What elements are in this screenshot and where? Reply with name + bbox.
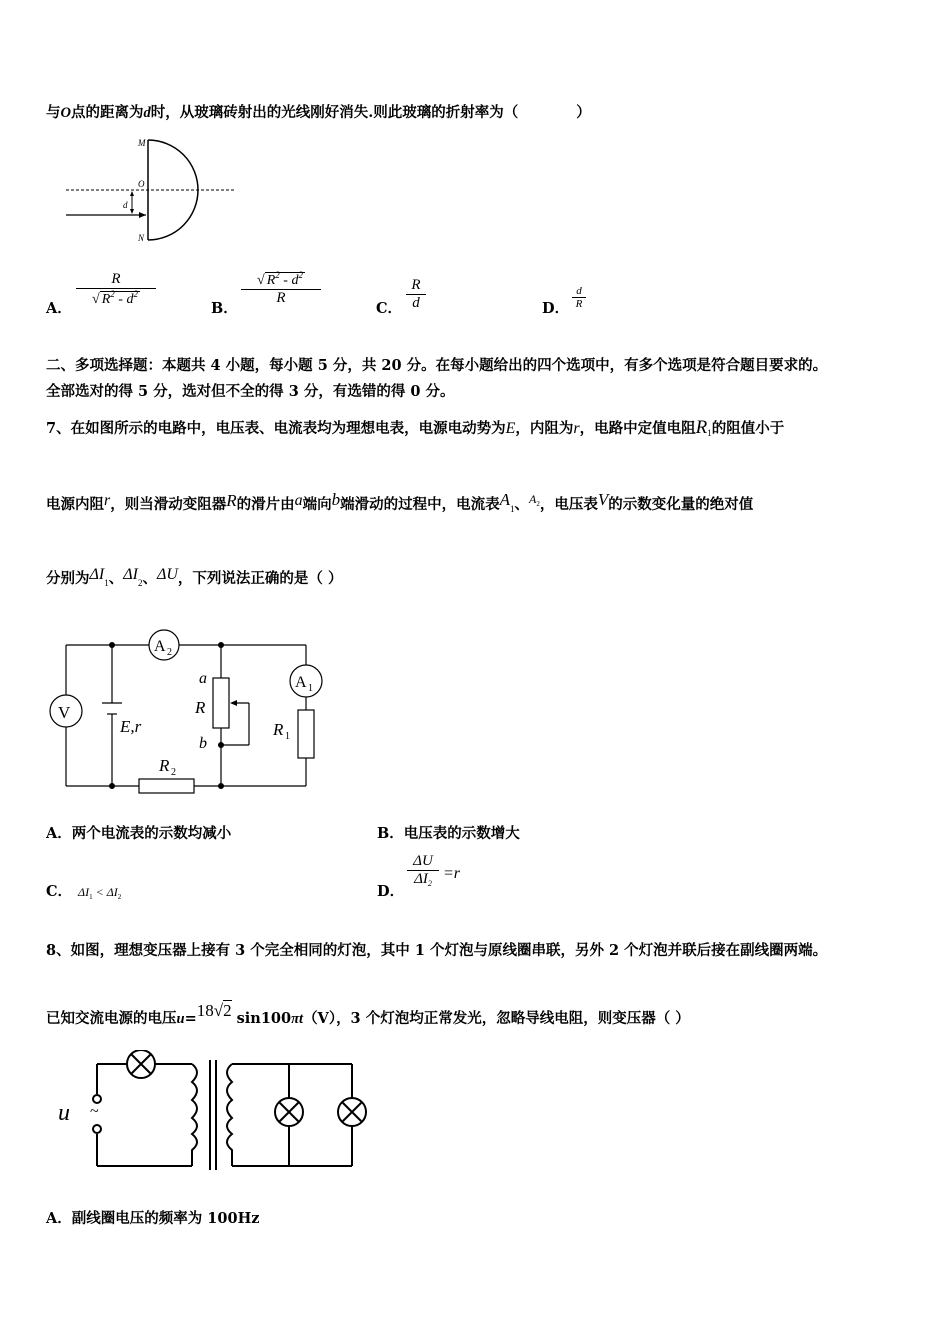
q7-circuit-diagram <box>44 628 344 803</box>
q6-option-d-label: D． <box>542 300 570 317</box>
q6-option-b-label: B． <box>211 300 238 317</box>
q7-option-d-expr: ΔU $\Delta I_2$ <box>407 853 439 888</box>
svg-text:b: b <box>199 735 207 752</box>
q7-line3: 分别为$\Delta I_1$、$\Delta I_2$、ΔU，下列说法正确的是（ ） <box>46 566 343 588</box>
q8-transformer-diagram <box>52 1050 382 1170</box>
svg-text:~: ~ <box>90 1103 99 1120</box>
q7-option-c: C． $\Delta I_1 < \Delta I_2$ <box>46 883 122 901</box>
label-O: O <box>138 179 145 189</box>
q7-option-d-tail: =r <box>443 865 461 882</box>
q6-semicircle-figure <box>60 135 260 245</box>
svg-text:2: 2 <box>171 767 176 778</box>
label-d: d <box>123 200 128 210</box>
q7-line1: 7、在如图所示的电路中，电压表、电流表均为理想电表，电源电动势为E，内阻为r，电路中定值电阻$R_1$的阻值小于 <box>46 417 785 438</box>
svg-text:R: R <box>195 698 206 717</box>
label-M: M <box>138 138 146 148</box>
q7-line2: 电源内阻r，则当滑动变阻器R的滑片由a端向b端滑动的过程中，电流表$A_1$、$^{A2}$，电压表V的示数变化量的绝对值 <box>46 490 754 514</box>
q7-option-a: A．两个电流表的示数均减小 <box>46 825 232 842</box>
label-N: N <box>138 233 145 243</box>
q6-option-a-label: A． <box>46 300 72 317</box>
q6-option-b-expr: √ $R^2 - d^2$ R <box>241 270 321 307</box>
svg-text:V: V <box>58 703 71 722</box>
svg-text:A: A <box>154 638 166 655</box>
q6-option-a-expr: R √ $R^2 - d^2$ <box>76 271 156 308</box>
q8-line1: 8、如图，理想变压器上接有 3 个完全相同的灯泡，其中 1 个灯泡与原线圈串联，另外 2 个灯泡并联后接在副线圈两端。 <box>46 942 828 959</box>
section2-line1: 二、多项选择题：本题共 4 小题，每小题 5 分，共 20 分。在每小题给出的四个选项中，有多个选项是符合题目要求的。 <box>46 357 828 374</box>
svg-text:2: 2 <box>167 647 172 658</box>
svg-text:R: R <box>273 720 284 739</box>
q6-stem: 与O点的距离为d时，从玻璃砖射出的光线刚好消失.则此玻璃的折射率为（ ） <box>46 104 591 121</box>
q8-line2: 已知交流电源的电压u=18√2 sin100πt（V），3 个灯泡均正常发光，忽略导线电阻，则变压器（ ） <box>46 1001 690 1027</box>
svg-text:1: 1 <box>308 683 313 694</box>
svg-text:E,r: E,r <box>120 717 142 736</box>
svg-text:u: u <box>58 1100 70 1126</box>
section2-line2: 全部选对的得 5 分，选对但不全的得 3 分，有选错的得 0 分。 <box>46 383 455 400</box>
q7-option-b: B．电压表的示数增大 <box>377 825 520 842</box>
q6-option-c-label: C． <box>376 300 403 317</box>
q7-option-d-label: D． <box>377 883 405 900</box>
q6-option-d-expr: d R <box>572 285 586 310</box>
svg-text:1: 1 <box>285 731 290 742</box>
svg-text:A: A <box>295 674 307 691</box>
svg-text:a: a <box>199 670 207 687</box>
q8-option-a: A．副线圈电压的频率为 100Hz <box>46 1210 260 1227</box>
q6-option-c-expr: R d <box>406 277 426 312</box>
svg-text:R: R <box>159 756 170 775</box>
